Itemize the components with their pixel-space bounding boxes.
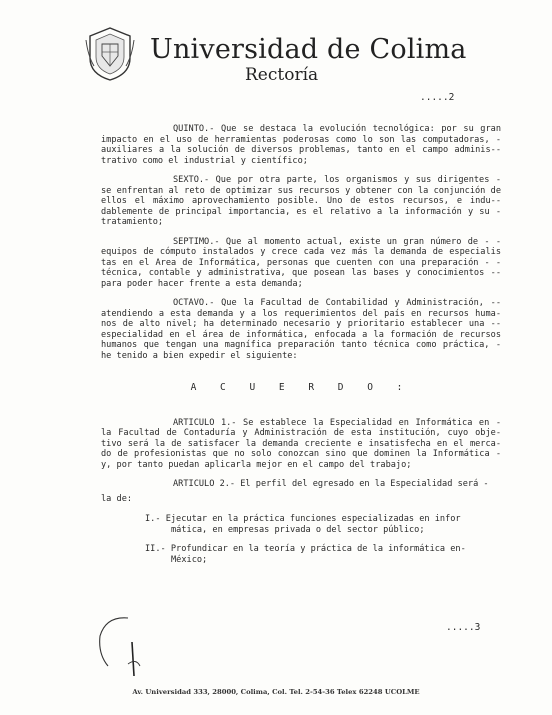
university-name: Universidad de Colima — [150, 34, 467, 65]
articulo-2-continuation: la de: — [101, 493, 133, 504]
footer-address: Av. Universidad 333, 28000, Colima, Col. Tel. 2-54-36 Telex 62248 UCOLME — [132, 688, 420, 696]
articulo-2-heading: ARTICULO 2.- El perfil del egresado en la Especialidad será - — [173, 479, 489, 489]
handwritten-signature — [92, 608, 152, 678]
page-number-bottom: .....3 — [446, 622, 481, 633]
paragraph-octavo: OCTAVO.- Que la Facultad de Contabilidad y Administración, -- atendiendo a esta demanda y a los requerimientos del país en recursos huma- nos de alto nivel; ha determinado necesario y prioritario establecer una -- especialidad en el área de informática, enfocada a la formación de recursos humanos que tengan una magnífica preparación tanto técnica como práctica, - he tenido a bien expedir el siguiente: — [101, 298, 501, 361]
list-item: II.- Profundicar en la teoría y práctica de la informática en- México; — [145, 544, 466, 565]
acuerdo-heading: A C U E R D O : — [190, 382, 412, 393]
articulo-1: ARTICULO 1.- Se establece la Especialidad en Informática en - la Facultad de Contaduría y Administración de esta institución, cuyo obje- tivo será la de satisfacer la demanda creciente e insatisfecha en el merca- do de profesionistas que no solo conozcan sino que dominen la Informática - y, por tanto puedan aplicarla mejor en el campo del trabajo; — [101, 417, 501, 470]
page-number-top: .....2 — [420, 92, 455, 103]
document-body — [101, 124, 501, 574]
office-name: Rectoría — [245, 65, 319, 85]
university-crest-icon — [84, 26, 136, 82]
list-item: I.- Ejecutar en la práctica funciones especializadas en infor mática, en empresas privada o del sector público; — [145, 514, 461, 535]
paragraph-septimo: SEPTIMO.- Que al momento actual, existe un gran número de - - equipos de cómputo instalados y crece cada vez más la demanda de especialis tas en el Area de Informática, personas que cuenten con una preparación - - técnica, contable y administrativa, que posean las bases y conocimientos -- para poder hacer frente a esta demanda; — [101, 236, 501, 289]
paragraph-sexto: SEXTO.- Que por otra parte, los organismos y sus dirigentes - se enfrentan al reto de optimizar sus recursos y obtener con la conjunción de ellos el máximo aprovechamiento posible. Uno de estos recursos, e indu-- dablemente de principal importancia, es el relativo a la información y su - tratamiento; — [101, 175, 501, 227]
paragraph-quinto: QUINTO.- Que se destaca la evolución tecnológica: por su gran impacto en el uso de herramientas poderosas como lo son las computadoras, - auxiliares a la solución de diversos problemas, tanto en el campo adminis-- trativo como el industrial y científico; — [101, 124, 501, 166]
